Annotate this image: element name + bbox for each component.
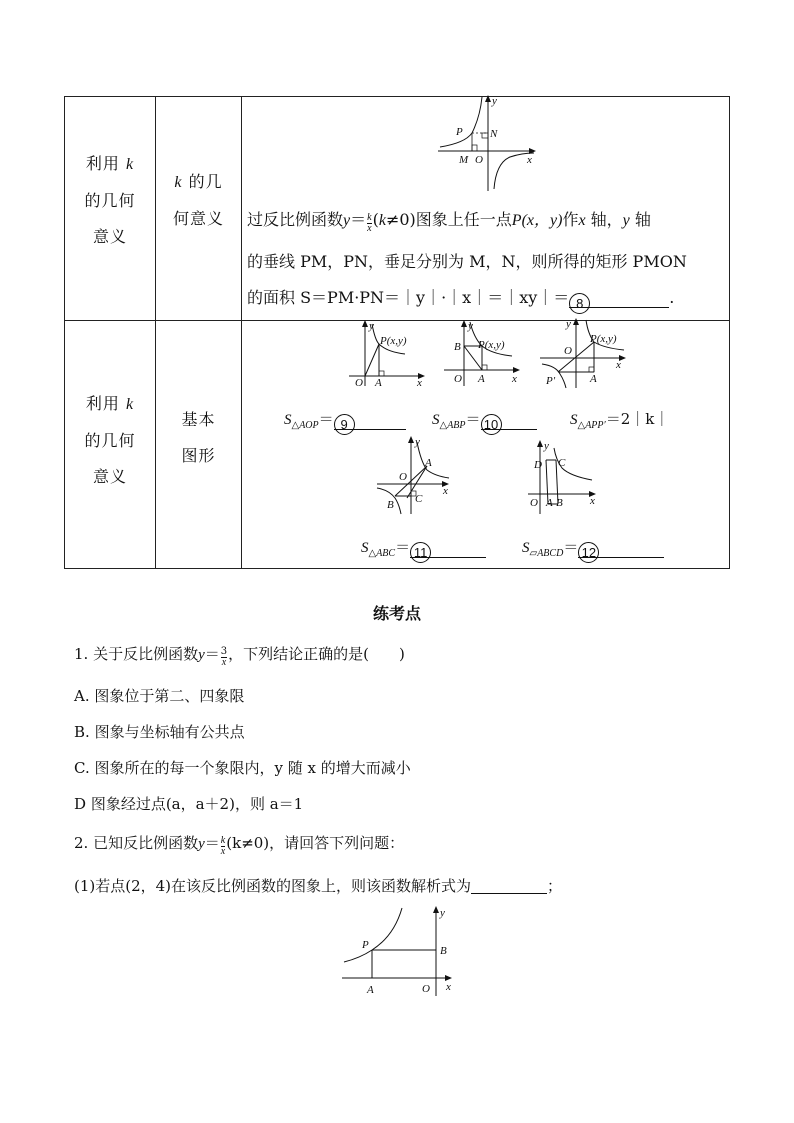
svg-text:O: O <box>564 345 572 357</box>
row1-text-line1: 过反比例函数y＝ $\frac{k}{x}$ (k≠0)图象上任一点P(x，y)作x 轴，y 轴 <box>247 210 651 234</box>
area-abc: $S_{\triangle ABC}= 11$ <box>361 536 486 559</box>
graph-triangle-aop <box>345 320 427 390</box>
svg-text:x: x <box>417 377 422 389</box>
svg-text:P(x,y): P(x,y) <box>380 335 407 347</box>
svg-text:O: O <box>530 497 538 509</box>
svg-text:B: B <box>556 497 563 509</box>
answer-circle-12: 12 <box>578 542 599 563</box>
svg-text:B: B <box>440 945 447 957</box>
label-p: P <box>456 126 463 138</box>
answer-circle-8: 8 <box>569 293 590 314</box>
svg-text:y: y <box>566 318 571 330</box>
q1-option-a: A. 图象位于第二、四象限 <box>74 687 245 705</box>
svg-text:B: B <box>387 499 394 511</box>
label-y: y <box>492 95 497 107</box>
question-2: 2. 已知反比例函数y＝ $\frac{k}{x}$ (k≠0)，请回答下列问题： <box>74 834 405 857</box>
svg-text:C: C <box>415 493 423 505</box>
q1-option-b: B. 图象与坐标轴有公共点 <box>74 723 245 741</box>
svg-text:A: A <box>367 984 374 996</box>
q1-option-c: C. 图象所在的每一个象限内，y 随 x 的增大而减小 <box>74 759 411 777</box>
svg-text:x: x <box>616 359 621 371</box>
row2-col2-label: 基本 图形 <box>181 410 216 465</box>
label-m: M <box>459 154 469 166</box>
svg-text:y: y <box>440 907 445 919</box>
area-aop: $S_{\triangle AOP}= 9$ <box>284 408 406 431</box>
question-2-part-1: (1)若点(2，4)在该反比例函数的图象上，则该函数解析式为 ； <box>74 877 563 895</box>
graph-triangle-abc <box>375 436 455 516</box>
row1-col2-label: k 的几 何意义 <box>172 172 224 228</box>
row1-text-line3: 的面积 S＝PM·PN＝｜y｜·｜x｜＝｜xy｜＝ 8 . <box>247 285 674 308</box>
svg-text:y: y <box>544 440 549 452</box>
row1-text-line2: 的垂线 PM，PN，垂足分别为 M，N，则所得的矩形 PMON <box>247 252 687 271</box>
svg-text:P′: P′ <box>546 375 556 387</box>
row1-col1-label: 利用 k 的几何 意义 <box>84 154 136 246</box>
svg-text:A: A <box>478 373 485 385</box>
graph-triangle-app-prime <box>538 318 630 390</box>
svg-text:B: B <box>454 341 461 353</box>
hyperbola-branch-q2 <box>440 97 482 147</box>
svg-text:A: A <box>375 377 382 389</box>
svg-text:x: x <box>446 981 451 993</box>
section-title: 练考点 <box>372 604 421 623</box>
label-x: x <box>527 154 532 166</box>
svg-text:C: C <box>558 457 566 469</box>
svg-text:O: O <box>422 983 430 995</box>
area-app-prime: $S_{\triangle APP'}=2|k|$ <box>570 410 670 431</box>
graph-triangle-abp <box>440 320 522 390</box>
answer-circle-9: 9 <box>334 414 355 435</box>
graph-q2-rectangle <box>338 902 460 998</box>
svg-text:y: y <box>468 320 473 332</box>
q1-option-d: D 图象经过点(a，a＋2)，则 a＝1 <box>74 795 304 813</box>
svg-text:x: x <box>512 373 517 385</box>
label-n: N <box>490 128 498 140</box>
graph-pmon-rectangle <box>430 95 540 195</box>
table-border-right <box>729 96 730 569</box>
answer-circle-10: 10 <box>481 414 502 435</box>
table-col-divider-2 <box>241 96 242 569</box>
svg-text:x: x <box>443 485 448 497</box>
svg-text:P(x,y): P(x,y) <box>590 333 617 345</box>
svg-text:P: P <box>362 939 369 951</box>
right-angle-mark-n <box>482 133 488 138</box>
svg-text:D: D <box>534 459 542 471</box>
svg-text:P(x,y): P(x,y) <box>478 339 505 351</box>
row2-col1-label: 利用 k 的几何 意义 <box>84 394 136 486</box>
table-border-top <box>64 96 730 97</box>
svg-text:A: A <box>546 497 553 509</box>
svg-text:A: A <box>425 457 432 469</box>
svg-text:O: O <box>399 471 407 483</box>
answer-circle-11: 11 <box>410 542 431 563</box>
svg-text:O: O <box>355 377 363 389</box>
svg-text:O: O <box>454 373 462 385</box>
question-1: 1. 关于反比例函数y＝ $\frac{3}{x}$ ，下列结论正确的是( ) <box>74 645 405 668</box>
svg-text:y: y <box>415 436 420 448</box>
svg-text:y: y <box>369 320 374 332</box>
area-abp: $S_{\triangle ABP}= 10$ <box>432 408 537 431</box>
y-axis-arrow <box>485 95 491 102</box>
table-border-bottom <box>64 568 730 569</box>
area-abcd: $S_{▱ABCD}= 12$ <box>522 536 664 559</box>
svg-text:A: A <box>590 373 597 385</box>
right-angle-mark-m <box>472 145 477 151</box>
svg-text:x: x <box>590 495 595 507</box>
label-o: O <box>475 154 483 166</box>
graph-parallelogram-abcd <box>526 440 598 516</box>
